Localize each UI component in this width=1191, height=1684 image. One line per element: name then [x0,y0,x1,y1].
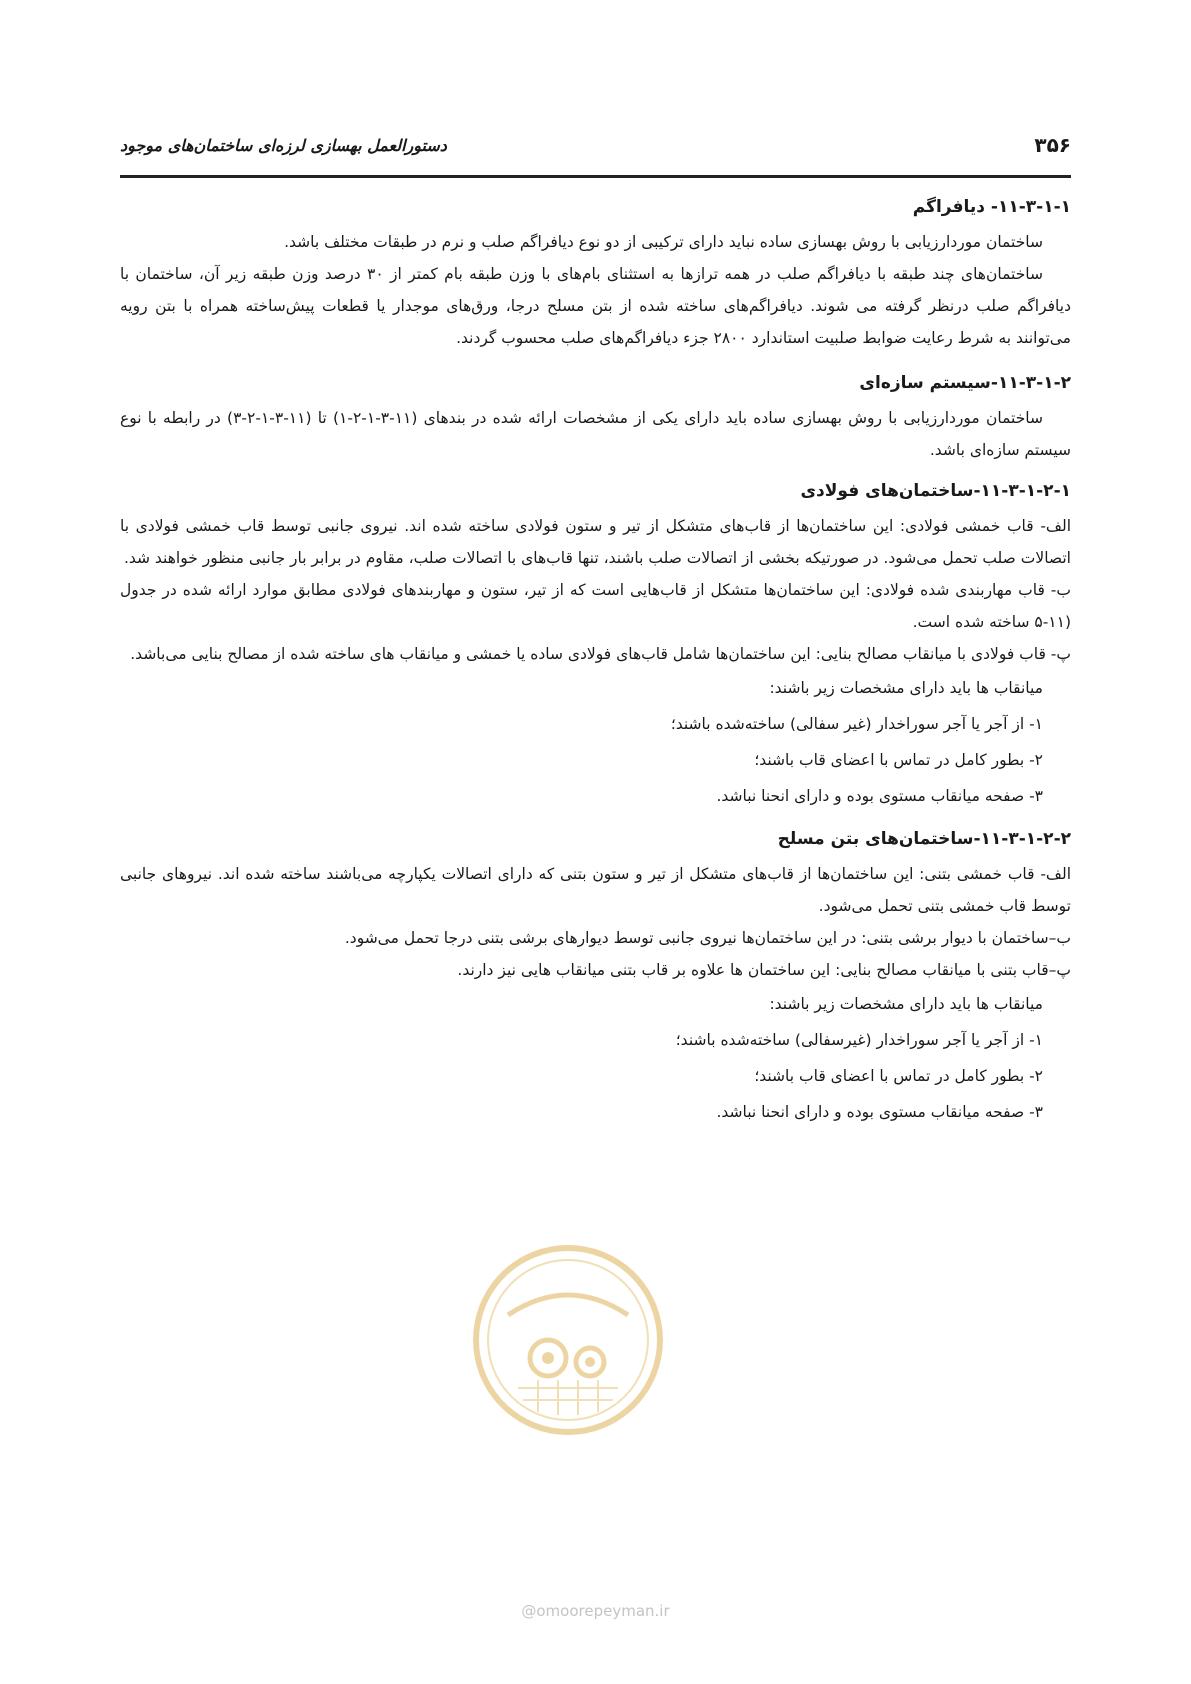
footer-url: @omoorepeyman.ir [521,1602,670,1620]
heading-diaphragm: ۱۱-۳-۱-۱- دیافراگم [912,197,1071,217]
paragraph: ساختمان موردارزیابی با روش بهسازی ساده نباید دارای ترکیبی از دو نوع دیافراگم صلب و نرم در طبقات مختلف باشد. [284,233,1043,251]
heading-concrete-buildings: ۱۱-۳-۱-۲-۲-ساختمان‌های بتن مسلح [777,829,1071,849]
heading-steel-buildings: ۱۱-۳-۱-۲-۱-ساختمان‌های فولادی [800,481,1071,501]
infill-intro: میانقاب ها باید دارای مشخصات زیر باشند: [769,679,1043,697]
list-item: ۳- صفحه میانقاب مستوی بوده و دارای انحنا نباشد. [716,787,1043,805]
paragraph: الف- قاب خمشی بتنی: این ساختمان‌ها از قاب‌های متشکل از تیر و ستون بتنی که دارای اتصالات یکپارچه می‌باشند ساخته شده اند. نیروهای جانبی توسط قاب خمشی بتنی تحمل می‌شود. [120,865,1071,915]
list-item: ۱- از آجر یا آجر سوراخدار (غیرسفالی) ساخته‌شده باشند؛ [675,1031,1043,1049]
list-item: ۱- از آجر یا آجر سوراخدار (غیر سفالی) ساخته‌شده باشند؛ [670,715,1043,733]
page-number: ۳۵۶ [1034,133,1071,157]
list-item: ۲- بطور کامل در تماس با اعضای قاب باشند؛ [754,751,1043,769]
watermark-logo-icon [468,1240,668,1440]
paragraph: الف- قاب خمشی فولادی: این ساختمان‌ها از قاب‌های متشکل از تیر و ستون فولادی ساخته شده اند. نیروی جانبی توسط قاب خمشی فولادی با اتصالات صلب تحمل می‌شود. در صورتیکه بخشی از اتصالات صلب باشند، تنها قاب‌های با اتصالات صلب، مقاوم در برابر بار جانبی منظور خواهند شد. [120,517,1071,567]
paragraph: ب–ساختمان با دیوار برشی بتنی: در این ساختمان‌ها نیروی جانبی توسط دیوارهای برشی بتنی درجا تحمل می‌شود. [344,929,1071,947]
paragraph: ساختمان موردارزیابی با روش بهسازی ساده باید دارای یکی از مشخصات ارائه شده در بندهای (۱۱-۳-۱-۲-۱) تا (۱۱-۳-۱-۲-۳) در رابطه با نوع سیستم سازه‌ای باشد. [120,409,1071,459]
page-content [120,188,1071,1130]
paragraph: پ- قاب فولادی با میانقاب مصالح بنایی: این ساختمان‌ها شامل قاب‌های فولادی ساده یا خمشی و میانقاب های ساخته شده از مصالح بنایی می‌باشد. [130,645,1071,663]
list-item: ۳- صفحه میانقاب مستوی بوده و دارای انحنا نباشد. [716,1103,1043,1121]
heading-structural-system: ۱۱-۳-۱-۲-سیستم سازه‌ای [859,373,1071,393]
book-title: دستورالعمل بهسازی لرزه‌ای ساختمان‌های موجود [120,135,447,155]
paragraph: پ–قاب بتنی با میانقاب مصالح بنایی: این ساختمان ها علاوه بر قاب بتنی میانقاب هایی نیز دارند. [457,961,1071,979]
paragraph: ب- قاب مهاربندی شده فولادی: این ساختمان‌ها متشکل از قاب‌هایی است که از تیر، ستون و مهاربندهای فولادی مطابق موارد ارائه شده در جدول (۱۱-۵ ساخته شده است. [120,581,1071,631]
list-item: ۲- بطور کامل در تماس با اعضای قاب باشند؛ [754,1067,1043,1085]
infill-intro: میانقاب ها باید دارای مشخصات زیر باشند: [769,995,1043,1013]
paragraph: ساختمان‌های چند طبقه با دیافراگم صلب در همه ترازها به استثنای بام‌های با وزن طبقه بام کمتر از ۳۰ درصد وزن طبقه زیر آن، ساختمان با دیافراگم صلب درنظر گرفته می شوند. دیافراگم‌های ساخته شده از بتن مسلح درجا، ورق‌های موجدار یا قطعات پیش‌ساخته همراه با بتن رویه می‌توانند به شرط رعایت ضوابط صلبیت استاندارد ۲۸۰۰ جزء دیافراگم‌های صلب محسوب گردند. [120,265,1071,347]
page-header [120,128,1071,162]
infill-list [120,1022,1071,1130]
infill-list [120,706,1071,814]
header-divider [120,175,1071,178]
